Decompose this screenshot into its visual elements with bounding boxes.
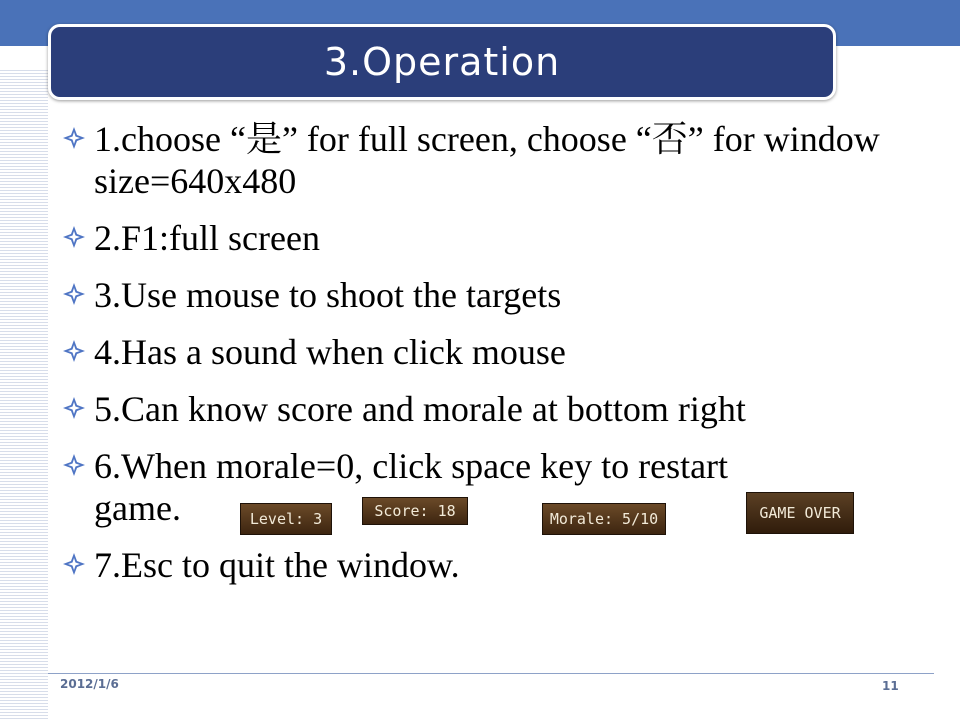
bullet-text: 1.choose “是” for full screen, choose “否” for window size=640x480 [94, 119, 880, 201]
bullet-item [62, 331, 932, 373]
game-hud-row [94, 487, 932, 529]
bullet-text: 6.When morale=0, click space key to restart [94, 446, 729, 486]
level-badge: Level: 3 [240, 503, 332, 535]
bullet-text: 3.Use mouse to shoot the targets [94, 275, 562, 315]
footer-date: 2012/1/6 [60, 677, 119, 691]
bullet-text: 7.Esc to quit the window. [94, 545, 460, 585]
footer-divider [48, 673, 934, 674]
page-number: 11 [882, 679, 899, 693]
morale-badge: Morale: 5/10 [542, 503, 666, 535]
bullet-list [62, 118, 932, 601]
slide-title: 3.Operation [323, 40, 561, 84]
game-over-badge: GAME OVER [746, 492, 854, 534]
left-stripe-decoration [0, 70, 48, 720]
bullet-item [62, 445, 932, 529]
title-bar [48, 24, 836, 100]
diamond-sparkle-icon [62, 126, 86, 150]
bullet-text: 4.Has a sound when click mouse [94, 332, 566, 372]
diamond-sparkle-icon [62, 552, 86, 576]
bullet-text-continuation: game. [94, 488, 181, 528]
diamond-sparkle-icon [62, 453, 86, 477]
bullet-item [62, 118, 932, 202]
bullet-item [62, 274, 932, 316]
bullet-item [62, 388, 932, 430]
diamond-sparkle-icon [62, 396, 86, 420]
diamond-sparkle-icon [62, 282, 86, 306]
bullet-item [62, 544, 932, 586]
bullet-text: 5.Can know score and morale at bottom right [94, 389, 746, 429]
diamond-sparkle-icon [62, 225, 86, 249]
score-badge: Score: 18 [362, 497, 468, 525]
bullet-text: 2.F1:full screen [94, 218, 320, 258]
bullet-item [62, 217, 932, 259]
diamond-sparkle-icon [62, 339, 86, 363]
